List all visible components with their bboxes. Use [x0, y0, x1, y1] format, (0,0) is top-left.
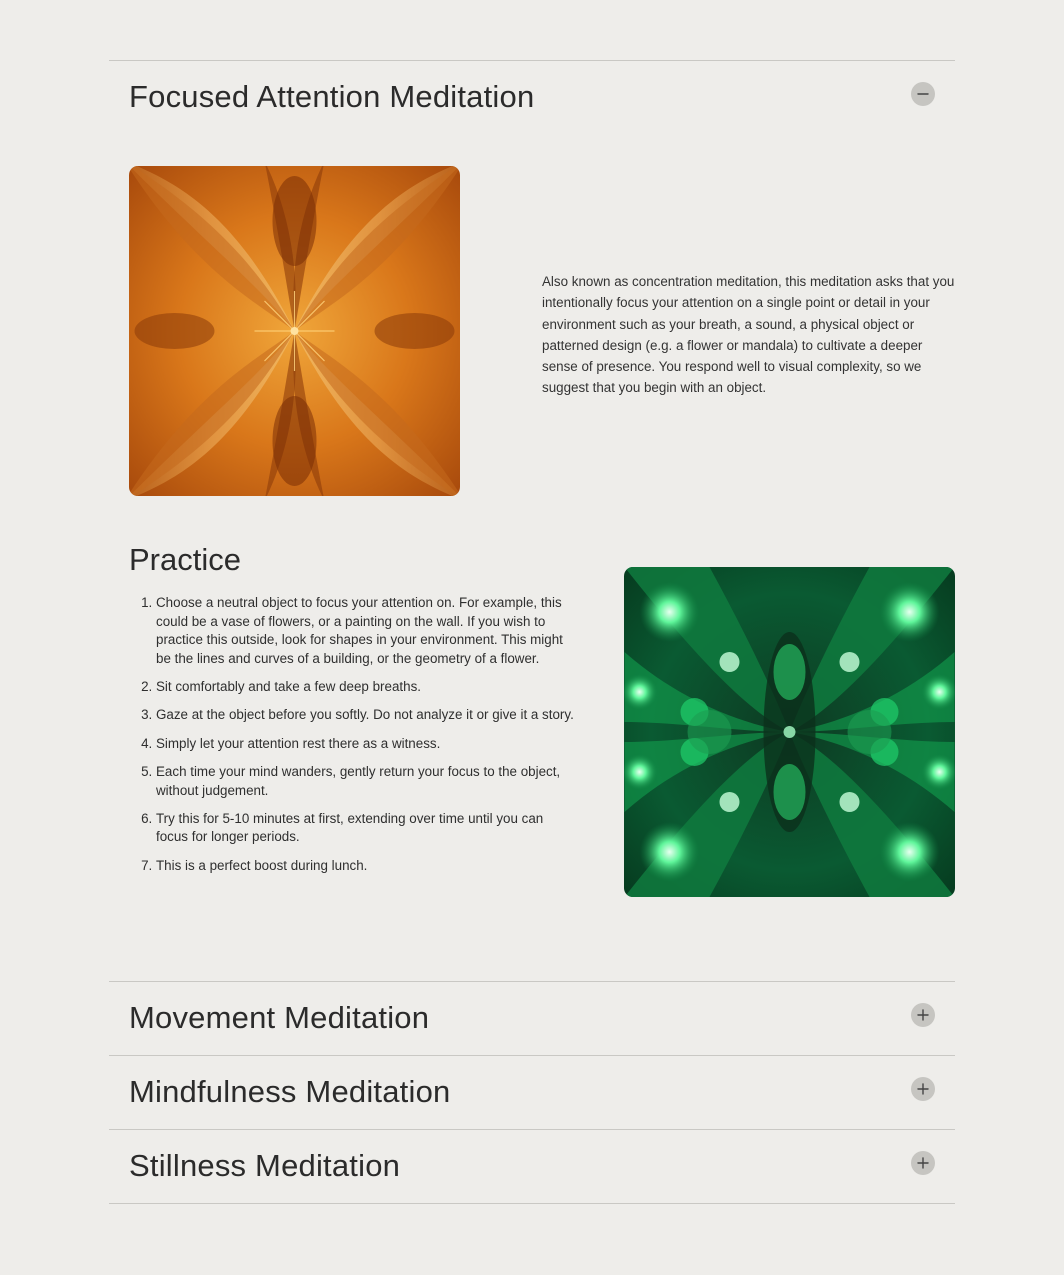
accordion-item-movement [109, 981, 955, 1055]
accordion-panel-focused-attention [109, 134, 955, 981]
accordion-item-focused-attention [109, 60, 955, 981]
accordion-header-focused-attention[interactable] [109, 60, 955, 134]
intro-text: Also known as concentration meditation, this meditation asks that you intentionally focus your attention on a single point or detail in your environment such as your breath, a sound, a physical object or patterned design (e.g. a flower or mandala) to cultivate a deeper sense of presence. You respond well to visual complexity, so we suggest that you begin with an object. [542, 274, 955, 396]
practice-heading: Practice [129, 542, 241, 577]
expand-button[interactable] [911, 1003, 935, 1027]
accordion-header-stillness[interactable] [109, 1129, 955, 1203]
list-item: 6. Try this for 5-10 minutes at first, extending over time until you can focus for longer periods. [156, 810, 576, 847]
accordion-title: Stillness Meditation [129, 1148, 401, 1183]
list-item: 5. Each time your mind wanders, gently return your focus to the object, without judgement. [156, 763, 576, 800]
accordion-title: Focused Attention Meditation [129, 79, 535, 114]
plus-icon [911, 1003, 935, 1027]
accordion-header-movement[interactable] [109, 981, 955, 1055]
list-item: 4. Simply let your attention rest there as a witness. [156, 735, 576, 754]
list-item: 3. Gaze at the object before you softly. Do not analyze it or give it a story. [156, 706, 576, 725]
list-item: 2. Sit comfortably and take a few deep breaths. [156, 678, 576, 697]
meditation-accordion [109, 60, 955, 1204]
expand-button[interactable] [911, 1077, 935, 1101]
accordion-title: Movement Meditation [129, 1000, 430, 1035]
orange-kaleidoscope-image [129, 166, 460, 496]
plus-icon [911, 1151, 935, 1175]
green-kaleidoscope-image [624, 567, 955, 897]
accordion-item-mindfulness [109, 1055, 955, 1129]
divider [109, 1203, 955, 1204]
minus-icon [911, 82, 935, 106]
accordion-title: Mindfulness Meditation [129, 1074, 451, 1109]
plus-icon [911, 1077, 935, 1101]
collapse-button[interactable] [911, 82, 935, 106]
list-item: 7. This is a perfect boost during lunch. [156, 857, 576, 876]
expand-button[interactable] [911, 1151, 935, 1175]
practice-steps-list [129, 594, 576, 885]
accordion-header-mindfulness[interactable] [109, 1055, 955, 1129]
accordion-item-stillness [109, 1129, 955, 1203]
list-item: 1. Choose a neutral object to focus your attention on. For example, this could be a vase of flowers, or a painting on the wall. If you wish to practice this outside, look for shapes in your environment. This might be the lines and curves of a building, or the geometry of a flower. [156, 594, 576, 668]
